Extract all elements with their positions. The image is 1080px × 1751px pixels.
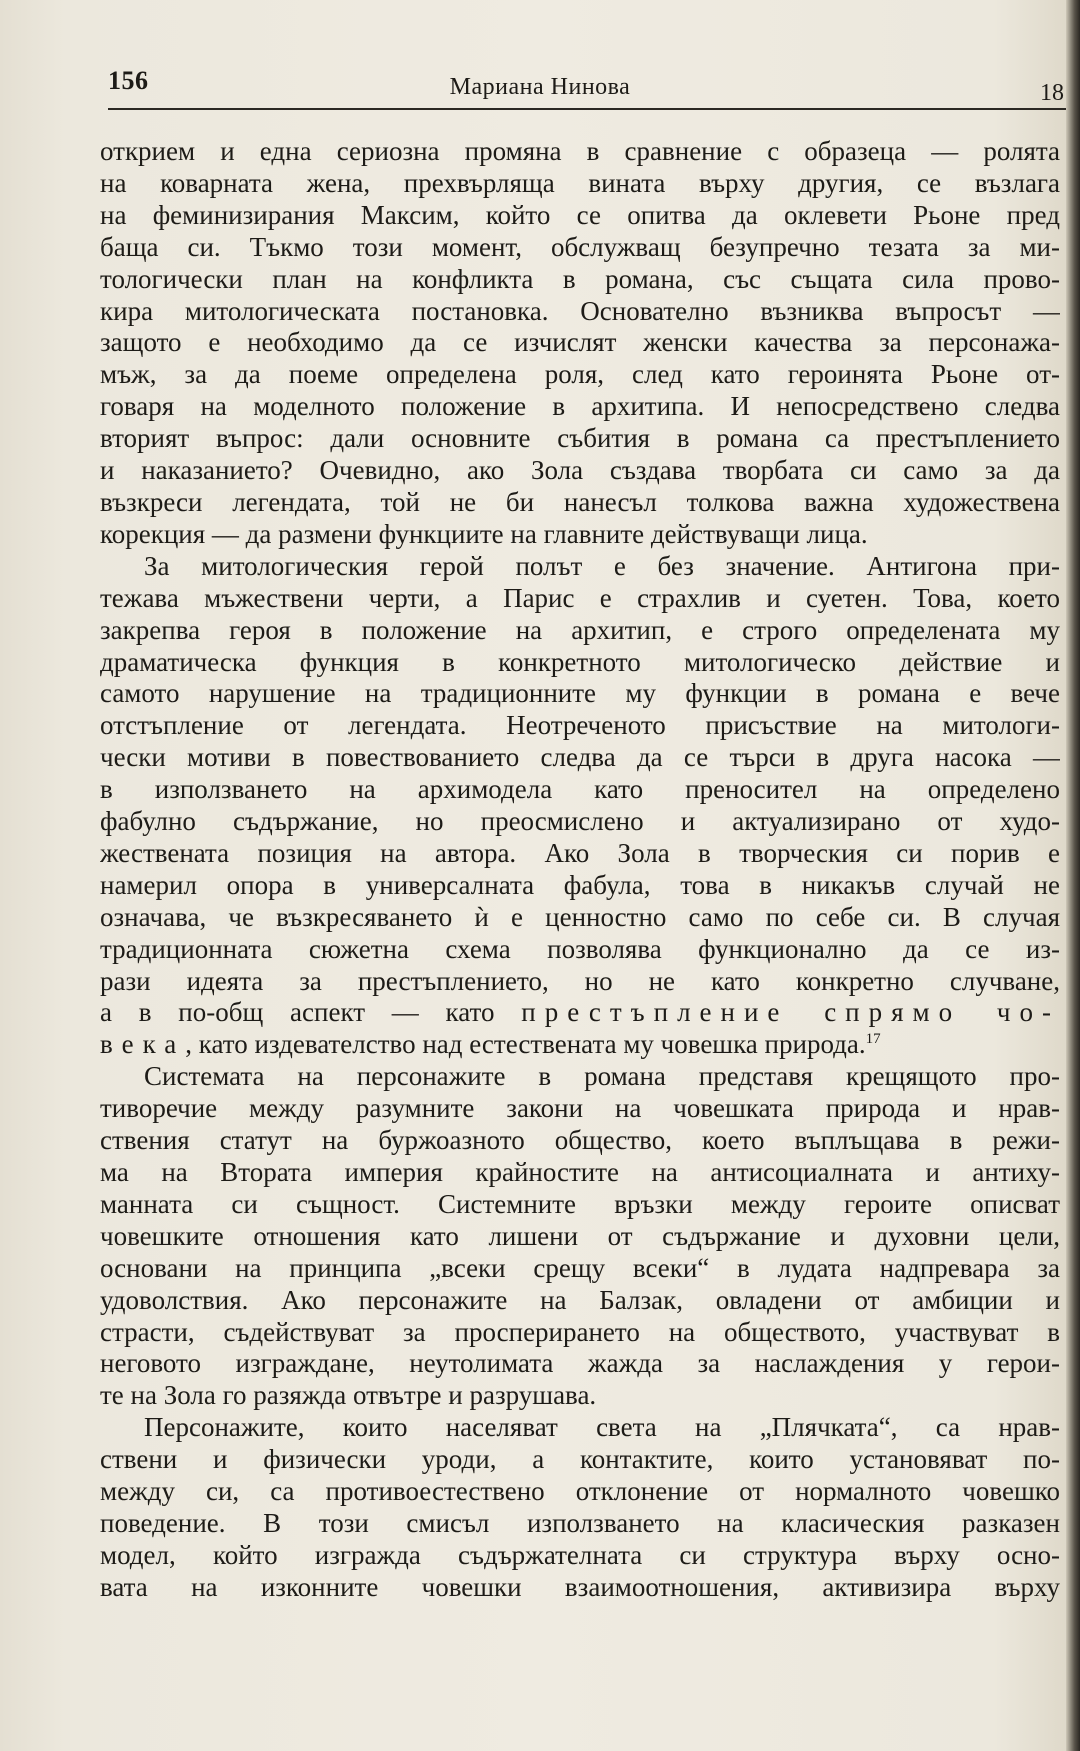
text-line: закрепва героя в положение на архитип, е строго определената му (100, 614, 1060, 645)
text-line: говаря на моделното положение в архитипа. И непосредствено следва (100, 391, 1060, 422)
text-line: мъж, за да поеме определена роля, след като героинята Рьоне от- (100, 359, 1060, 390)
paragraph-3 (100, 1061, 1060, 1412)
text-line: неговото изграждане, неутолимата жажда за наслаждения у герои- (100, 1348, 1060, 1379)
page-header (0, 0, 1080, 120)
text-line: Системата на персонажите в романа представя крещящото про- (144, 1061, 1060, 1092)
text-line: рази идеята за престъплението, но не като конкретно случване, (100, 965, 1060, 996)
running-head: Мариана Нинова (449, 74, 631, 100)
text-line: жествената позиция на автора. Ако Зола в творческия си порив е (100, 837, 1060, 868)
text-line: Персонажите, които населяват света на „Плячката“, са нрав- (144, 1412, 1060, 1443)
paragraph-4 (100, 1412, 1060, 1603)
text-line: удоволствия. Ако персонажите на Балзак, овладени от амбиции и (100, 1284, 1060, 1315)
footnote-reference[interactable]: 17 (865, 1031, 881, 1048)
text-line: самото нарушение на традиционните му функции в романа е вече (100, 678, 1060, 709)
paragraph-1 (100, 136, 1060, 551)
text-line: манната си същност. Системните връзки между героите описват (100, 1188, 1060, 1219)
text-line: корекция — да размени функциите на главните действуващи лица. (100, 518, 868, 549)
text-line: и наказанието? Очевидно, ако Зола създава творбата си само за да (100, 455, 1060, 486)
text-line: поведение. В този смисъл използването на класическия разказен (100, 1507, 1060, 1538)
text-line: откриeм и една сериозна промяна в сравнение с образеца — ролята (100, 136, 1060, 166)
text-line: възкреси легендата, той не би нанесъл толкова важна художествена (100, 486, 1060, 517)
text-line (100, 997, 1060, 1029)
text-line: За митологическия герой полът е без значение. Антигона при- (144, 550, 1060, 581)
text-line: баща си. Тъкмо този момент, обслужващ безупречно тезата за ми- (100, 231, 1060, 262)
text-line: тиворечие между разумните закони на човешката природа и нрав- (100, 1093, 1060, 1124)
text-line: означава, че възкресяването ѝ е ценностно само по себе си. В случая (100, 901, 1060, 932)
text-line: вторият въпрос: дали основните събития в романа са престъплението (100, 423, 1060, 454)
text-line: тежава мъжествени черти, а Парис е страхлив и суетен. Това, което (100, 582, 1060, 613)
text-line: отстъпление от легендата. Неотреченото присъствие на митологи- (100, 710, 1060, 741)
text-line: на феминизирания Максим, който се опитва да оклевети Рьоне пред (100, 199, 1060, 230)
text-line: кира митологическата постановка. Основателно възниква въпросът — (100, 295, 1060, 326)
page-number: 156 (108, 66, 149, 95)
text-line: ствени и физически уроди, а контактите, които установяват по- (100, 1444, 1060, 1475)
text-line: между си, са противоестествено отклонение от нормалното човешко (100, 1476, 1060, 1507)
text-run: а в по-общ аспект — като (100, 997, 522, 1028)
text-line: традиционната сюжетна схема позволява функционално да се из- (100, 933, 1060, 964)
text-line: в използването на архимодела като преносител на определено (100, 774, 1060, 805)
text-line: ствения статут на буржоазното общество, което въплъщава в режи- (100, 1125, 1060, 1156)
text-line: човешките отношения като лишени от съдържание и духовни цели, (100, 1220, 1060, 1251)
text-line: намерил опора в универсалната фабула, това в никакъв случай не (100, 869, 1060, 900)
text-line: на коварната жена, прехвърляща вината върху другия, се възлага (100, 167, 1060, 198)
body-text (100, 136, 1060, 1604)
emphasized-text: века (100, 1029, 186, 1060)
emphasized-text: престъпление спрямо чо- (521, 997, 1060, 1028)
facing-page-number: 18 (1040, 80, 1064, 106)
text-line: чески мотиви в повествованието следва да се търси в друга насока — (100, 742, 1060, 773)
text-line: основани на принципа „всеки срещу всеки“ в лудата надпревара за (100, 1252, 1060, 1283)
text-line: страсти, съдействуват за просперирането на обществото, участвуват в (100, 1316, 1060, 1347)
page-edge-shadow (1066, 0, 1080, 1751)
text-line: ма на Втората империя крайностите на антисоциалната и антиху- (100, 1157, 1060, 1187)
text-line (100, 1029, 1060, 1061)
text-line: модел, който изгражда съдържателната си структура върху осно- (100, 1539, 1060, 1570)
text-line: вата на изконните човешки взаимоотношения, активизира върху (100, 1571, 1060, 1602)
header-rule (108, 108, 1068, 110)
text-line: драматическа функция в конкретното митологическо действие и (100, 646, 1060, 677)
text-line: фабулно съдържание, но преосмислено и актуализирано от худо- (100, 806, 1060, 837)
text-line: тологически план на конфликта в романа, със същата сила прово- (100, 263, 1060, 294)
text-run: , като издевателство над естествената му човешка природа. (185, 1029, 866, 1060)
text-line: защото е необходимо да се изчислят женски качества за персонажа- (100, 327, 1060, 358)
paragraph-2 (100, 551, 1060, 1062)
text-line: те на Зола го разяжда отвътре и разрушава. (100, 1380, 597, 1411)
